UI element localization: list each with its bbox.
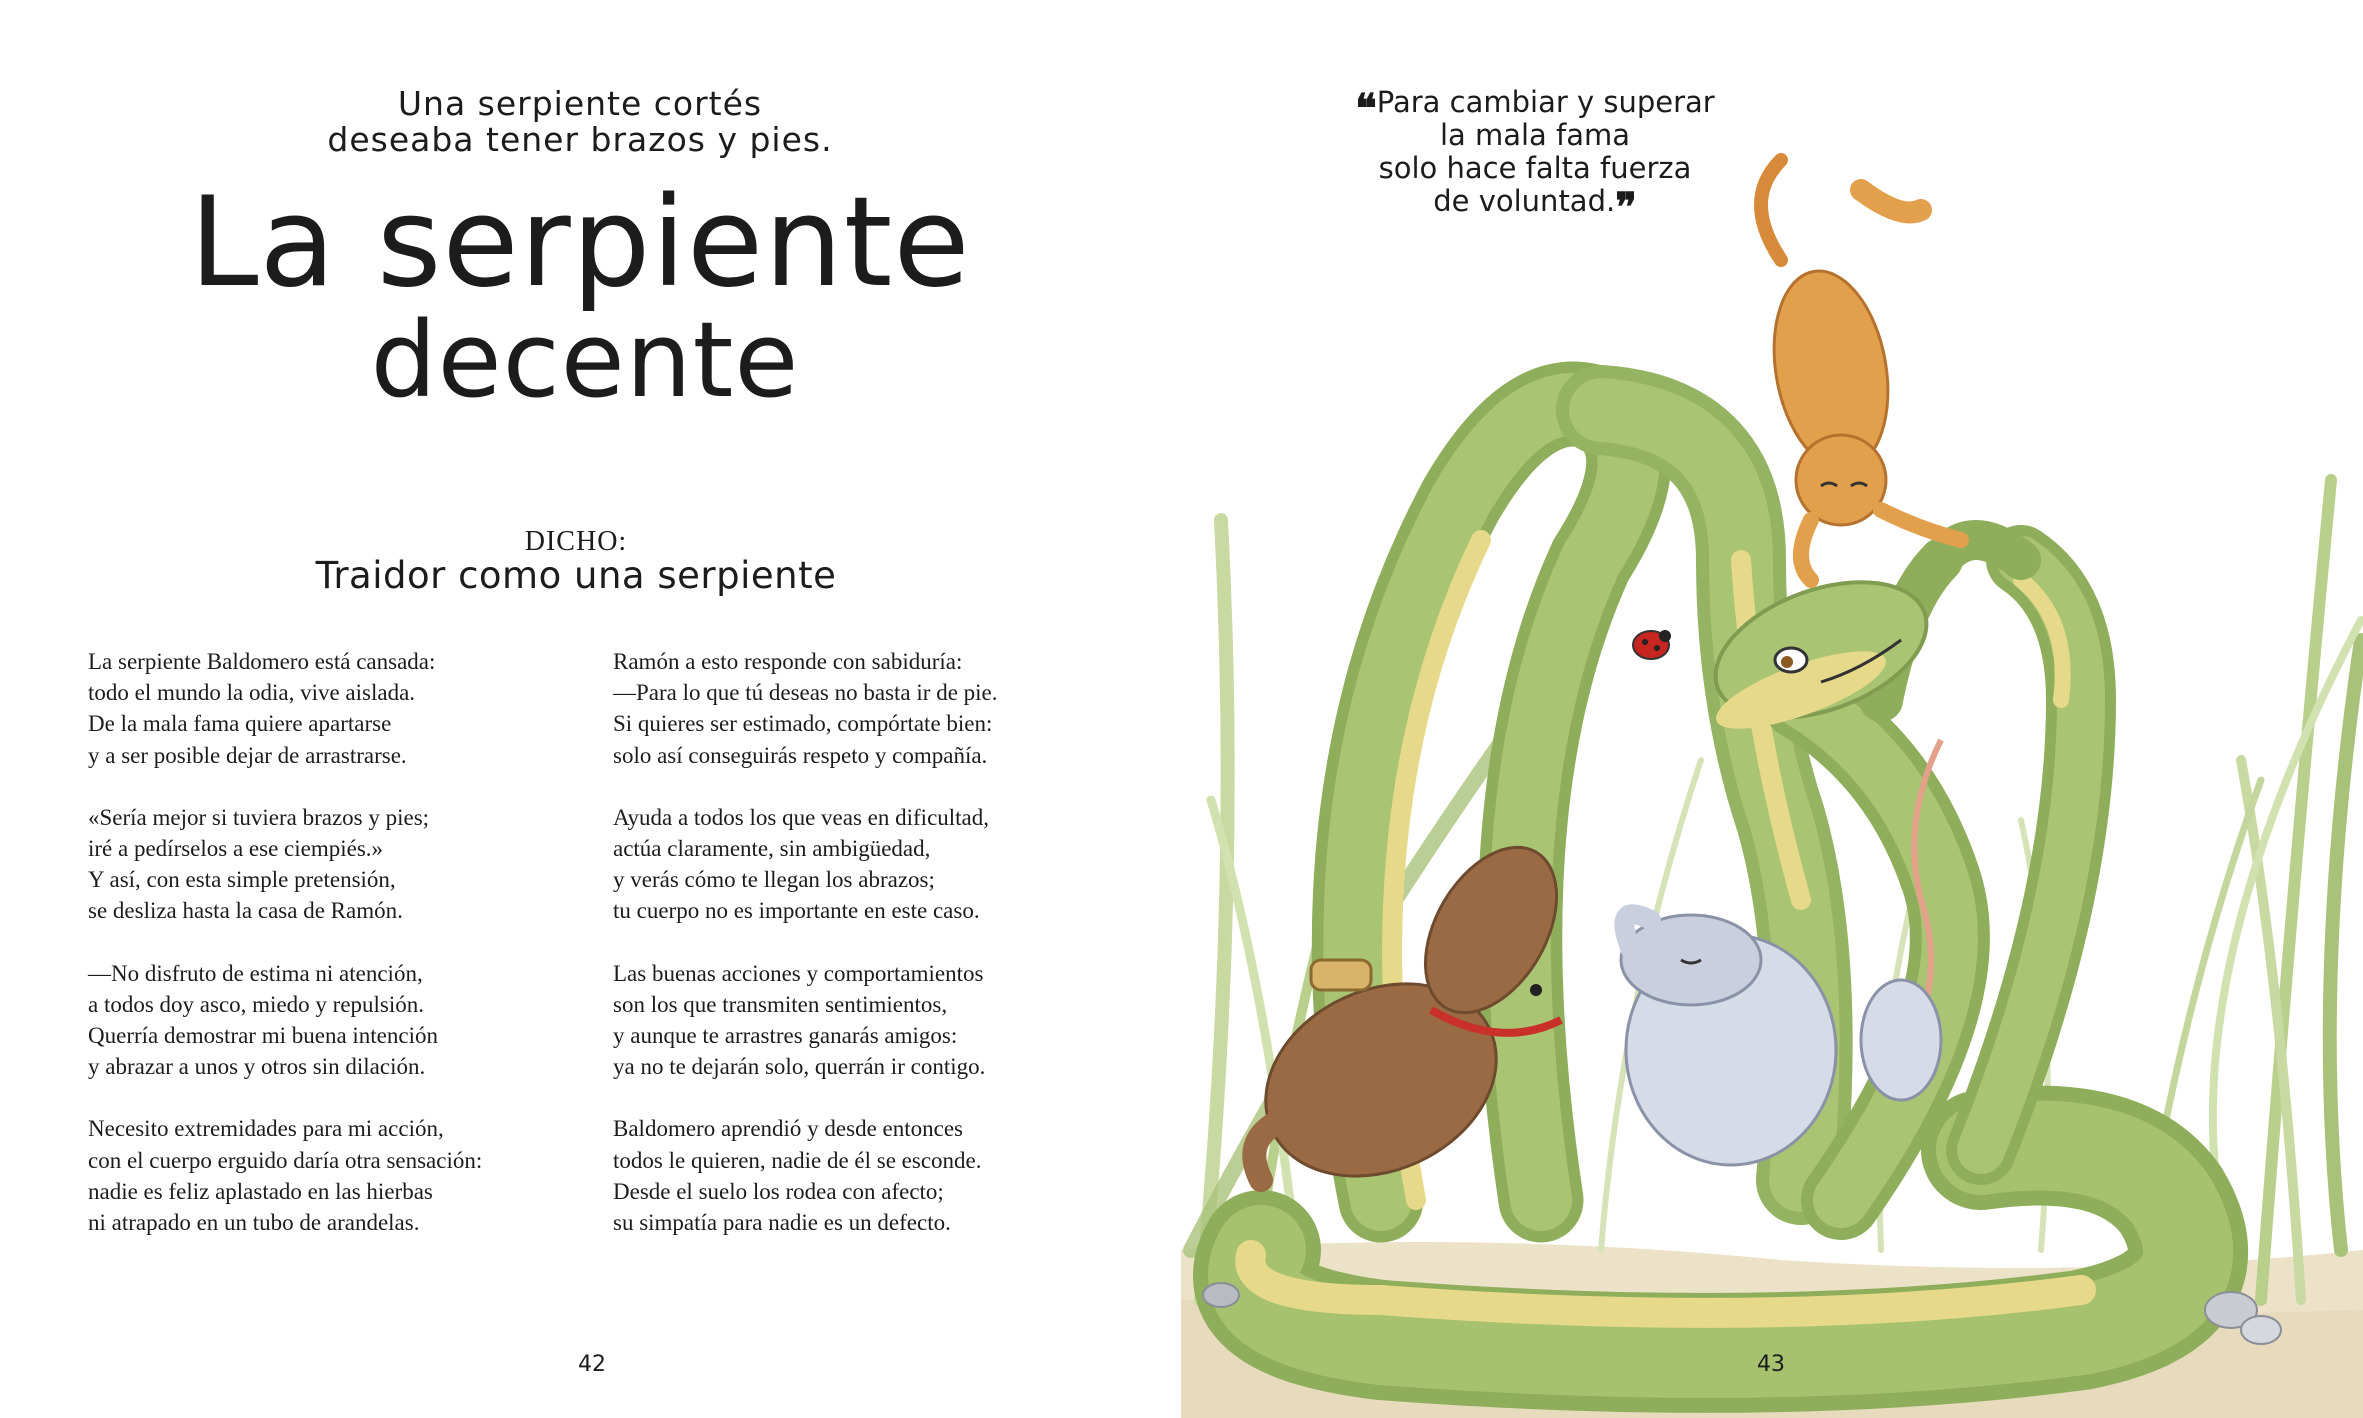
poem-line: Necesito extremidades para mi acción, (88, 1116, 444, 1142)
stanza (613, 802, 1133, 927)
quote-text: de voluntad. (1433, 184, 1616, 218)
poem-line: y aunque te arrastres ganarás amigos: (613, 1023, 958, 1049)
poem-line: Querría demostrar mi buena intención (88, 1023, 438, 1049)
stanza (88, 1113, 608, 1238)
poem-line: «Sería mejor si tuviera brazos y pies; (88, 804, 430, 830)
poem-line: Y así, con esta simple pretensión, (88, 867, 396, 893)
stanza (613, 958, 1133, 1083)
quote-line (1320, 85, 1750, 132)
saying-label: DICHO: (524, 526, 628, 557)
poem-line: con el cuerpo erguido daría otra sensación: (88, 1147, 483, 1173)
poem-line: ni atrapado en un tubo de arandelas. (88, 1210, 420, 1236)
poem-line: actúa claramente, sin ambigüedad, (613, 836, 931, 862)
quote-line: solo hace falta fuerza (1378, 151, 1692, 185)
poem-line: De la mala fama quiere apartarse (88, 711, 392, 737)
poem-line: todos le quieren, nadie de él se esconde. (613, 1147, 982, 1173)
poem-line: Baldomero aprendió y desde entonces (613, 1116, 963, 1142)
quote-block (1320, 85, 1750, 231)
stanza (88, 802, 608, 927)
poem-line: y verás cómo te llegan los abrazos; (613, 867, 935, 893)
poem-line: Ramón a esto responde con sabiduría: (613, 649, 963, 674)
story-title-line-2: decente (370, 299, 800, 421)
poem-line: a todos doy asco, miedo y repulsión. (88, 991, 425, 1017)
subtitle-line: Una serpiente cortés (397, 84, 763, 123)
poem-line: y abrazar a unos y otros sin dilación. (88, 1054, 426, 1080)
poem-line: —No disfruto de estima ni atención, (88, 960, 423, 986)
ladybug (1633, 630, 1671, 659)
snake (1250, 404, 2188, 1353)
poem-line: —Para lo que tú deseas no basta ir de pie. (613, 680, 998, 706)
quote-line: la mala fama (1439, 118, 1631, 152)
subtitle-line: deseaba tener brazos y pies. (327, 120, 833, 159)
poem-line: tu cuerpo no es importante en este caso. (613, 898, 980, 924)
left-page (0, 0, 1181, 1418)
poem-line: Desde el suelo los rodea con afecto; (613, 1178, 944, 1204)
stanza (88, 958, 608, 1083)
poem-line: y a ser posible dejar de arrastrarse. (88, 742, 407, 768)
quote-close-mark: ❞ (1615, 184, 1637, 231)
poem-line: todo el mundo la odia, vive aislada. (88, 680, 416, 706)
page-number-left: 42 (578, 1352, 606, 1377)
poem-line: Ayuda a todos los que veas en dificultad, (613, 804, 990, 830)
poem-column-2 (613, 646, 1133, 1269)
quote-line (1320, 184, 1750, 231)
poem-line: Las buenas acciones y comportamientos (613, 960, 984, 986)
quote-open-mark: ❝ (1355, 85, 1377, 132)
quote-text: Para cambiar y superar (1376, 85, 1715, 119)
poem-line: ya no te dejarán solo, querrán ir contigo. (613, 1054, 986, 1080)
poem-column-1 (88, 646, 608, 1269)
story-subtitle (0, 86, 1160, 158)
poem-line: Si quieres ser estimado, compórtate bien: (613, 711, 993, 737)
poem-line: su simpatía para nadie es un defecto. (613, 1210, 951, 1236)
poem-line: son los que transmiten sentimientos, (613, 991, 948, 1017)
stanza (613, 646, 1133, 771)
cat (1759, 160, 1961, 580)
poem-line: La serpiente Baldomero está cansada: (88, 649, 436, 674)
saying-text: Traidor como una serpiente (315, 554, 837, 597)
stanza (613, 1113, 1133, 1238)
poem-line: solo así conseguirás respeto y compañía. (613, 742, 988, 768)
poem-line: nadie es feliz aplastado en las hierbas (88, 1178, 433, 1204)
poem-line: iré a pedírselos a ese ciempiés.» (88, 836, 384, 862)
story-title-line-1: La serpiente (189, 171, 971, 315)
poem-line: se desliza hasta la casa de Ramón. (88, 898, 403, 924)
stanza (88, 646, 608, 771)
page-number-right: 43 (1757, 1352, 1785, 1377)
